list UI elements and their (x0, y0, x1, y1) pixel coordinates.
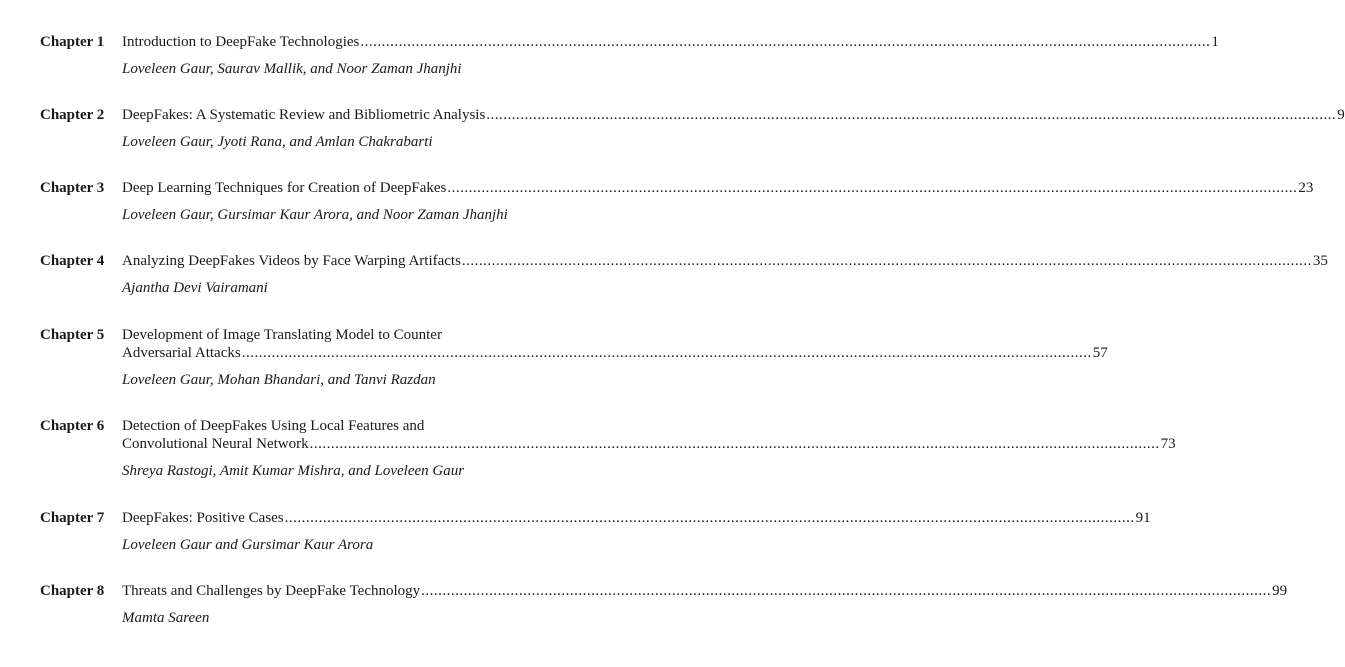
chapter-authors: Loveleen Gaur, Mohan Bhandari, and Tanvi Razdan (122, 372, 436, 388)
dot-leader: ........................................................................................................................................................................................................ (284, 510, 1135, 526)
dot-leader: ........................................................................................................................................................................................................ (447, 180, 1298, 196)
chapter-authors: Loveleen Gaur, Gursimar Kaur Arora, and Noor Zaman Jhanjhi (122, 207, 508, 223)
chapter-title[interactable]: Analyzing DeepFakes Videos by Face Warping Artifacts (122, 253, 461, 269)
chapter-title-block (122, 509, 1151, 554)
chapter-authors: Shreya Rastogi, Amit Kumar Mishra, and Loveleen Gaur (122, 463, 465, 479)
page-number[interactable]: 9 (1337, 107, 1345, 123)
dot-leader: ........................................................................................................................................................................................................ (421, 583, 1272, 599)
chapter-title-block (122, 179, 1314, 224)
dot-leader: ........................................................................................................................................................................................................ (309, 436, 1160, 452)
chapter-title-block (122, 106, 1345, 151)
title-leader-line (122, 179, 1314, 197)
page-number[interactable]: 23 (1298, 180, 1314, 196)
dot-leader: ........................................................................................................................................................................................................ (486, 107, 1337, 123)
title-leader-line (122, 106, 1345, 124)
chapter-authors: Loveleen Gaur and Gursimar Kaur Arora (122, 537, 374, 553)
chapter-authors: Loveleen Gaur, Saurav Mallik, and Noor Zaman Jhanjhi (122, 61, 462, 77)
chapter-label: Chapter 4 (40, 253, 105, 269)
chapter-title-line[interactable]: Development of Image Translating Model to Counter (122, 327, 442, 343)
page-number[interactable]: 73 (1160, 436, 1176, 452)
title-leader-line (122, 344, 1108, 362)
dot-leader: ........................................................................................................................................................................................................ (360, 34, 1211, 50)
chapter-title[interactable]: DeepFakes: A Systematic Review and Bibliometric Analysis (122, 107, 486, 123)
chapter-label: Chapter 5 (40, 327, 105, 343)
page-number[interactable]: 99 (1272, 583, 1288, 599)
chapter-label: Chapter 1 (40, 34, 105, 50)
dot-leader: ........................................................................................................................................................................................................ (461, 253, 1312, 269)
title-leader-line (122, 582, 1288, 600)
chapter-title-block (122, 582, 1288, 627)
page-number[interactable]: 91 (1135, 510, 1151, 526)
chapter-label: Chapter 7 (40, 510, 105, 526)
dot-leader: ........................................................................................................................................................................................................ (241, 345, 1092, 361)
chapter-title[interactable]: Introduction to DeepFake Technologies (122, 34, 360, 50)
chapter-authors: Ajantha Devi Vairamani (122, 280, 268, 296)
chapter-label: Chapter 3 (40, 180, 105, 196)
chapter-title[interactable]: Deep Learning Techniques for Creation of DeepFakes (122, 180, 447, 196)
title-leader-line (122, 33, 1219, 51)
chapter-authors: Loveleen Gaur, Jyoti Rana, and Amlan Chakrabarti (122, 134, 433, 150)
chapter-label: Chapter 8 (40, 583, 105, 599)
chapter-title[interactable]: Convolutional Neural Network (122, 436, 309, 452)
page-number[interactable]: 57 (1092, 345, 1108, 361)
chapter-label: Chapter 2 (40, 107, 105, 123)
chapter-title-line[interactable]: Detection of DeepFakes Using Local Features and (122, 418, 425, 434)
title-leader-line (122, 509, 1151, 527)
title-leader-line (122, 252, 1328, 270)
chapter-title[interactable]: Threats and Challenges by DeepFake Technology (122, 583, 421, 599)
chapter-title[interactable]: DeepFakes: Positive Cases (122, 510, 284, 526)
chapter-title-block (122, 326, 1108, 389)
chapter-title-block (122, 33, 1219, 78)
chapter-authors: Mamta Sareen (122, 610, 210, 626)
chapter-label: Chapter 6 (40, 418, 105, 434)
chapter-title[interactable]: Adversarial Attacks (122, 345, 241, 361)
title-leader-line (122, 435, 1176, 453)
page-number[interactable]: 1 (1211, 34, 1219, 50)
page-number[interactable]: 35 (1312, 253, 1328, 269)
chapter-title-block (122, 252, 1328, 297)
chapter-title-block (122, 417, 1176, 480)
